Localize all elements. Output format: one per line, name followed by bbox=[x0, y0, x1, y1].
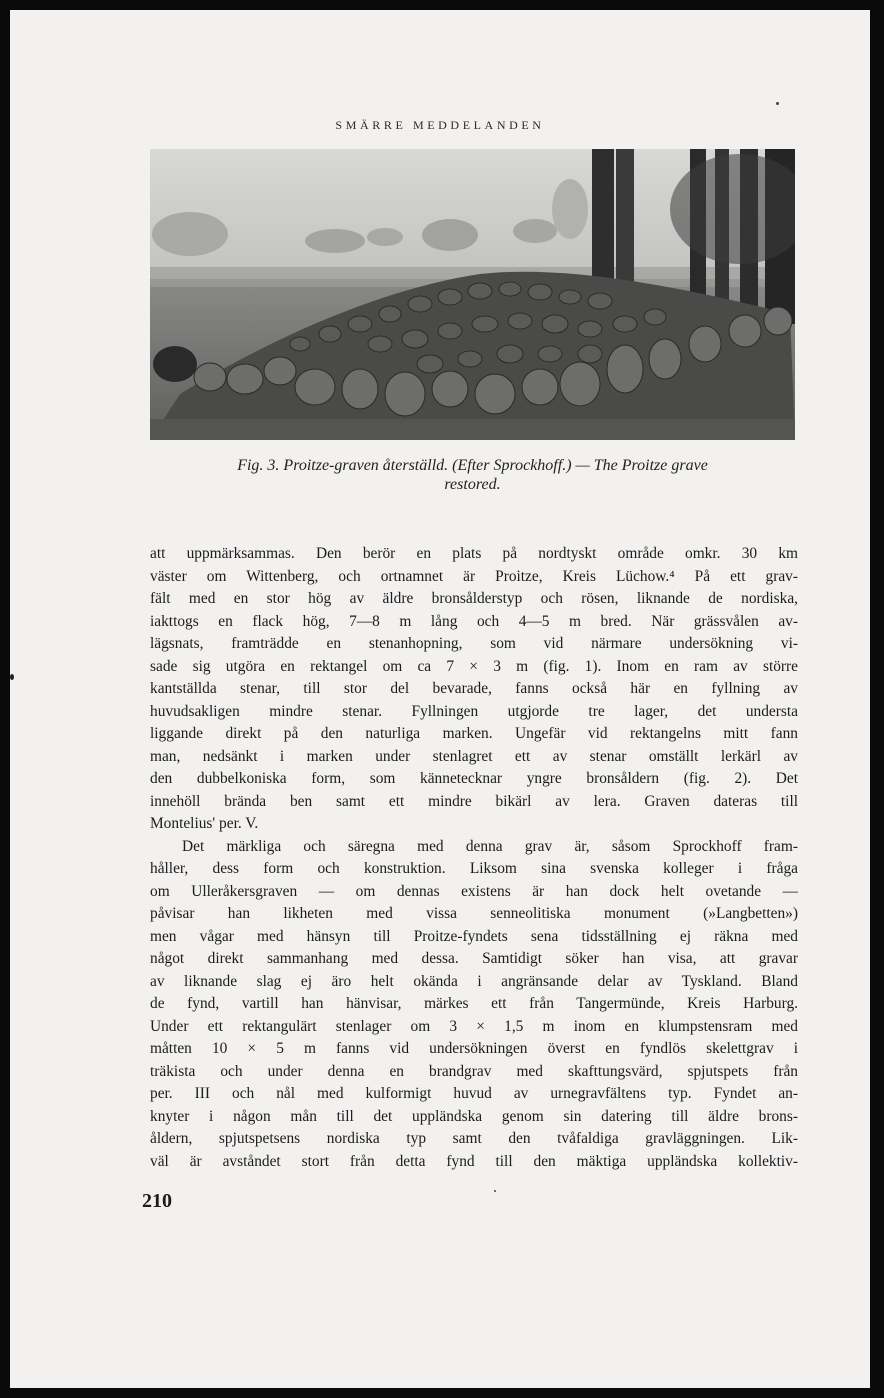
text-line: liggande direkt på den naturliga marken. Ungefär vid rektangelns mitt fann bbox=[150, 725, 798, 742]
stone-grave-photo bbox=[150, 149, 795, 440]
scan-speck bbox=[494, 1190, 496, 1192]
text-line: åldern, spjutspetsens nordiska typ samt den tvåfaldiga gravläggningen. Lik- bbox=[150, 1130, 798, 1147]
text-line: väl är avståndet stort från detta fynd till den mäktiga uppländska kollektiv- bbox=[150, 1152, 798, 1170]
page-number: 210 bbox=[142, 1190, 172, 1212]
text-line: träkista och under denna en brandgrav med skafttungsvärd, spjutspets från bbox=[150, 1062, 798, 1080]
text-line: men vågar med hänsyn till Proitze-fyndets sena tidsställning ej räkna med bbox=[150, 927, 798, 945]
scan-speck bbox=[776, 102, 779, 105]
text-line: man, nedsänkt i marken under stenlagret ett av stenar omställt lerkärl av bbox=[150, 747, 798, 765]
text-line: måtten 10 × 5 m fanns vid undersökningen överst en fyndlös skelettgrav i bbox=[150, 1040, 798, 1057]
text-line: Det märkliga och säregna med denna grav är, såsom Sprockhoff fram- bbox=[182, 837, 798, 855]
text-line: kantställda stenar, till stor del bevarade, fanns också här en fyllning av bbox=[150, 680, 798, 697]
scan-speck bbox=[10, 674, 14, 680]
text-line: iakttogs en flack hög, 7—8 m lång och 4—5 m bred. När grässvålen av- bbox=[150, 612, 798, 630]
running-header: SMÄRRE MEDDELANDEN bbox=[335, 118, 545, 132]
text-line: att uppmärksammas. Den berör en plats på nordtyskt område omkr. 30 km bbox=[150, 545, 798, 562]
body-text bbox=[150, 543, 798, 1173]
text-line: innehöll brända ben samt ett mindre bikärl av lera. Graven dateras till bbox=[150, 792, 798, 810]
text-line: håller, dess form och konstruktion. Liksom sina svenska kolleger i fråga bbox=[150, 860, 798, 877]
text-line: sade sig utgöra en rektangel om ca 7 × 3 m (fig. 1). Inom en ram av större bbox=[150, 657, 798, 675]
caption-line-1: Fig. 3. Proitze-graven återställd. (Efter Sprockhoff.) — The Proitze grave bbox=[237, 457, 708, 474]
text-line: fält med en stor hög av äldre bronsålderstyp och rösen, liknande de nordiska, bbox=[150, 590, 798, 607]
text-line: huvudsakligen mindre stenar. Fyllningen utgjorde tre lager, det understa bbox=[150, 702, 798, 720]
figure-caption bbox=[150, 456, 795, 494]
text-line: lägsnats, framträdde en stenanhopning, som vid närmare undersökning vi- bbox=[150, 635, 798, 652]
text-line: Under ett rektangulärt stenlager om 3 × 1,5 m inom en klumpstensram med bbox=[150, 1017, 798, 1035]
text-line: de fynd, vartill han hänvisar, märkes ett från Tangermünde, Kreis Harburg. bbox=[150, 995, 798, 1012]
text-line: knyter i någon mån till det uppländska genom sin datering till äldre brons- bbox=[150, 1107, 798, 1125]
text-line: per. III och nål med kulformigt huvud av urnegravfältens typ. Fyndet an- bbox=[150, 1085, 798, 1102]
text-line: väster om Wittenberg, och ortnamnet är Proitze, Kreis Lüchow.⁴ På ett grav- bbox=[150, 567, 798, 585]
text-line: Montelius' per. V. bbox=[150, 815, 259, 832]
text-line: påvisar han likheten med vissa senneolitiska monument (»Langbetten») bbox=[150, 905, 798, 922]
figure-photograph bbox=[150, 149, 795, 440]
caption-line-2: restored. bbox=[444, 476, 501, 493]
text-line: den dubbelkoniska form, som kännetecknar yngre bronsåldern (fig. 2). Det bbox=[150, 770, 798, 787]
text-line: av liknande slag ej äro helt okända i angränsande delar av Tyskland. Bland bbox=[150, 972, 798, 990]
text-line: om Ulleråkersgraven — om dennas existens är han dock helt ovetande — bbox=[150, 882, 798, 900]
document-page bbox=[10, 10, 870, 1388]
text-line: något direkt sammanhang med dessa. Samtidigt söker han visa, att gravar bbox=[150, 950, 798, 967]
